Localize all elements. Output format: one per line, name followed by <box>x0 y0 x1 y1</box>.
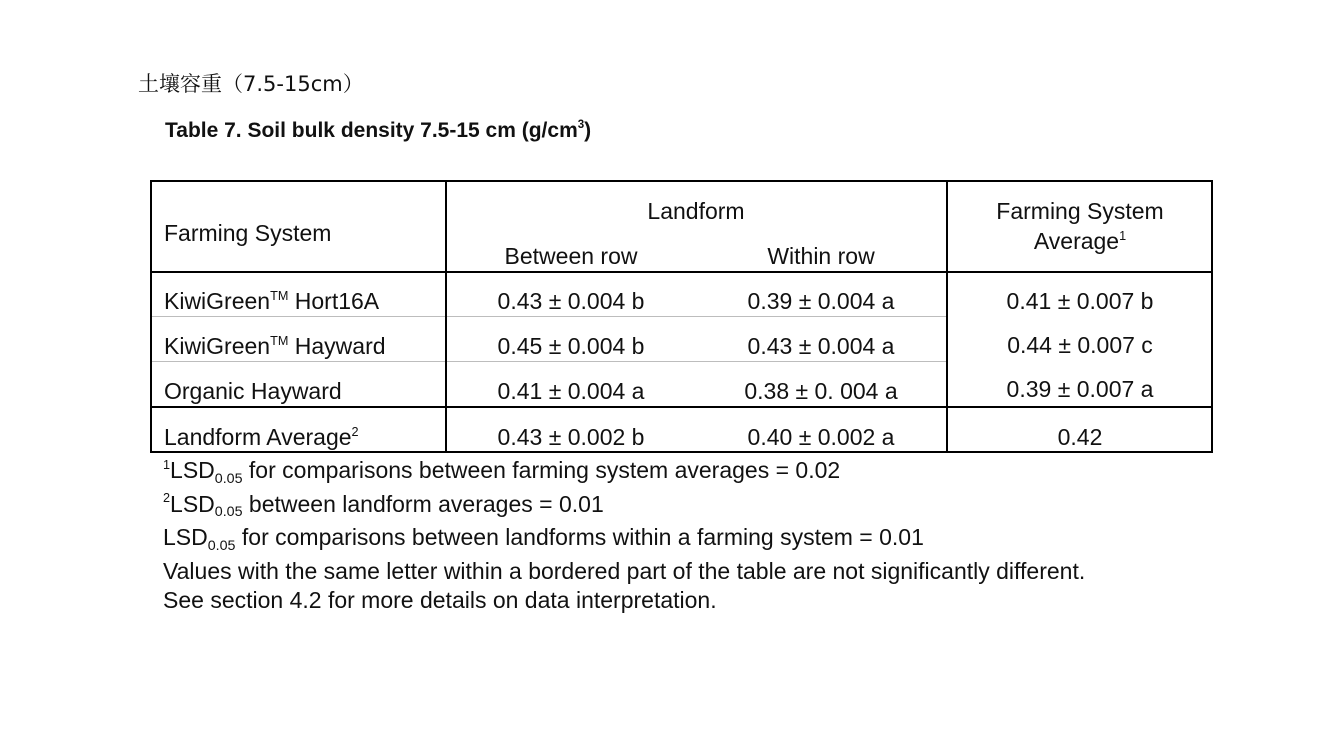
cell-within-row: 0.38 ± 0. 004 a <box>744 378 898 404</box>
table-footnotes <box>163 456 1085 616</box>
fs-average-label: Average <box>1033 228 1120 254</box>
header-fs-average-line1: Farming System <box>996 198 1164 224</box>
system-label: KiwiGreen <box>164 288 271 314</box>
cell-fs-average: 0.39 ± 0.007 a <box>1006 376 1154 402</box>
system-label-rest: Hort16A <box>288 288 380 314</box>
caption-close: ) <box>584 119 592 142</box>
landform-average-top-border <box>150 406 1213 408</box>
row-system-organic-hayward: Organic Hayward <box>164 378 342 404</box>
system-label: KiwiGreen <box>164 333 271 359</box>
lsd-label: LSD <box>170 457 215 483</box>
footnote-1-marker: 1 <box>163 457 171 472</box>
row-system-kiwigreen-hort16a <box>164 290 379 313</box>
cell-within-row: 0.43 ± 0.004 a <box>747 333 895 359</box>
footnote-2 <box>163 490 1085 524</box>
cell-overall-average: 0.42 <box>1057 424 1103 450</box>
header-within-row: Within row <box>767 243 875 269</box>
footnote-5: See section 4.2 for more details on data interpretation. <box>163 587 717 613</box>
caption-text: Table 7. Soil bulk density 7.5-15 cm (g/cm <box>165 119 578 142</box>
table-top-border <box>150 180 1213 182</box>
lsd-label: LSD <box>163 524 208 550</box>
row-divider-2 <box>150 361 948 362</box>
cell-within-row: 0.39 ± 0.004 a <box>747 288 895 314</box>
header-farming-system: Farming System <box>164 220 332 246</box>
cell-fs-average: 0.44 ± 0.007 c <box>1007 332 1153 358</box>
cell-between-row: 0.45 ± 0.004 b <box>497 333 645 359</box>
lsd-subscript: 0.05 <box>214 504 243 521</box>
table-bottom-border <box>150 451 1213 453</box>
header-bottom-border <box>150 271 1213 273</box>
caption-superscript: 3 <box>577 119 585 132</box>
lsd-subscript: 0.05 <box>207 537 236 554</box>
row-system-kiwigreen-hayward <box>164 335 386 358</box>
cell-between-row: 0.41 ± 0.004 a <box>497 378 645 404</box>
table-right-border <box>1211 180 1213 453</box>
table-left-border <box>150 180 152 453</box>
cell-between-row: 0.43 ± 0.004 b <box>497 288 645 314</box>
landform-average-superscript: 2 <box>351 424 359 439</box>
cell-fs-average: 0.41 ± 0.007 b <box>1006 288 1154 314</box>
header-landform: Landform <box>647 198 745 224</box>
cell-landform-average-between: 0.43 ± 0.002 b <box>497 424 645 450</box>
trademark-superscript: TM <box>270 333 289 348</box>
column-divider-2 <box>946 180 948 453</box>
footnote-1-text: for comparisons between farming system averages = 0.02 <box>242 457 841 483</box>
row-divider-1 <box>150 316 948 317</box>
system-label-rest: Hayward <box>288 333 386 359</box>
footnote-3 <box>163 523 1085 557</box>
trademark-superscript: TM <box>270 288 289 303</box>
footnote-1 <box>163 456 1085 490</box>
fs-average-superscript: 1 <box>1119 228 1127 243</box>
lsd-label: LSD <box>170 490 215 517</box>
footnote-4: Values with the same letter within a bordered part of the table are not significantly different. <box>163 557 1086 584</box>
cell-landform-average-within: 0.40 ± 0.002 a <box>747 424 895 450</box>
slide-title: 土壤容重（7.5-15cm） <box>138 72 364 96</box>
column-divider-1 <box>445 180 447 453</box>
footnote-2-text: between landform averages = 0.01 <box>242 490 604 517</box>
header-fs-average-line2 <box>1034 230 1126 253</box>
footnote-3-text: for comparisons between landforms within a farming system = 0.01 <box>235 524 924 550</box>
header-between-row: Between row <box>504 243 638 269</box>
landform-average-label: Landform Average <box>164 424 352 450</box>
row-landform-average <box>164 426 359 449</box>
footnote-2-marker: 2 <box>163 491 171 506</box>
lsd-subscript: 0.05 <box>214 470 243 487</box>
